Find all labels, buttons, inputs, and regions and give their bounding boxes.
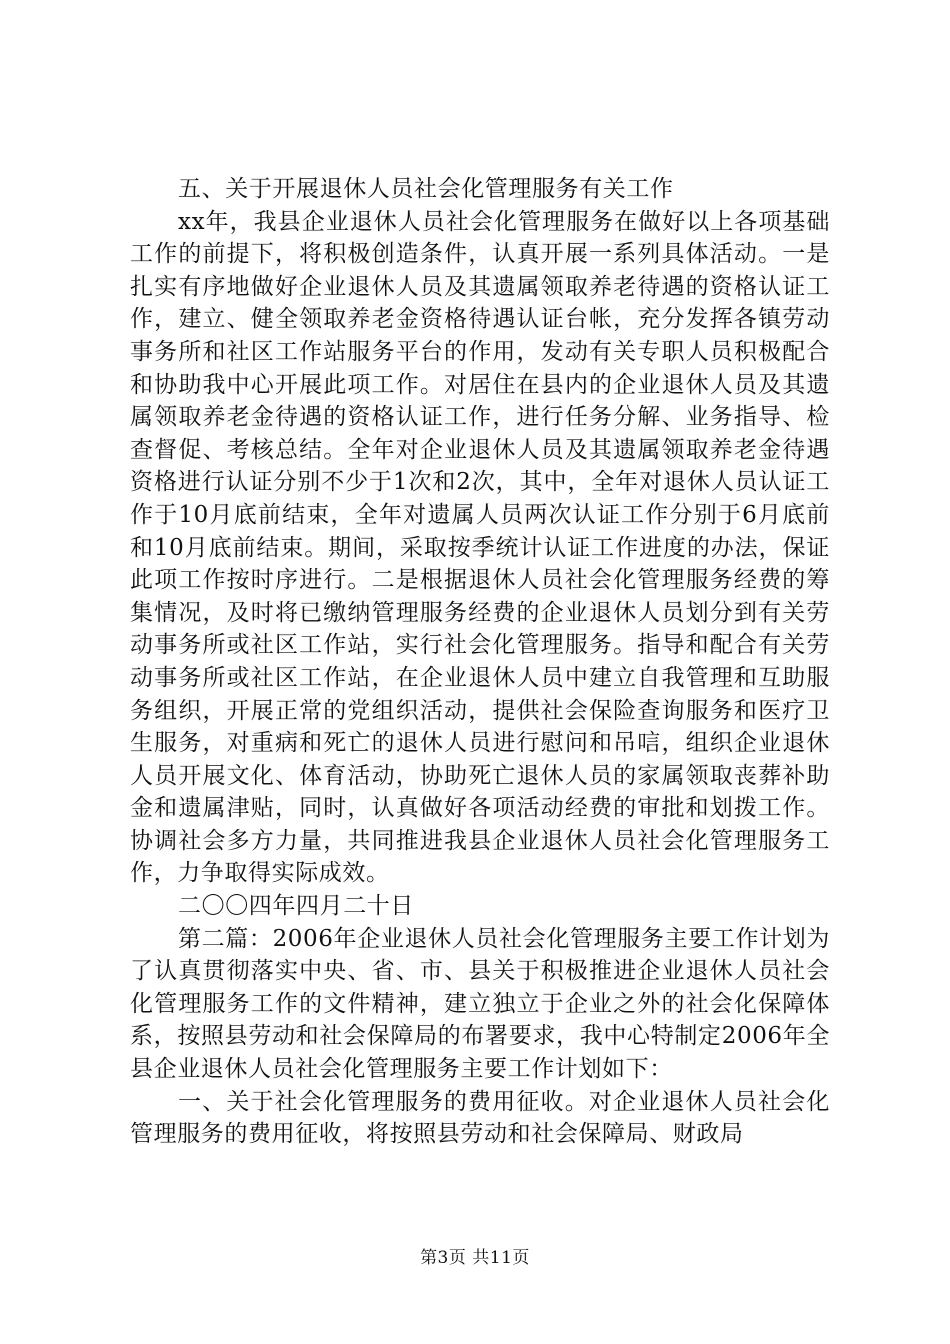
body-paragraph: xx年，我县企业退休人员社会化管理服务在做好以上各项基础工作的前提下，将积极创造条件，认真开展一系列具体活动。一是扎实有序地做好企业退休人员及其遗属领取养老待遇的资格认证工作，建立、健全领取养老金资格待遇认证台帐，充分发挥各镇劳动事务所和社区工作站服务平台的作用，发动有关专职人员积极配合和协助我中心开展此项工作。对居住在县内的企业退休人员及其遗属领取养老金待遇的资格认证工作，进行任务分解、业务指导、检查督促、考核总结。全年对企业退休人员及其遗属领取养老金待遇资格进行认证分别不少于1次和2次，其中，全年对退休人员认证工作于10月底前结束，全年对遗属人员两次认证工作分别于6月底前和10月底前结束。期间，采取按季统计认证工作进度的办法，保证此项工作按时序进行。二是根据退休人员社会化管理服务经费的筹集情况，及时将已缴纳管理服务经费的企业退休人员划分到有关劳动事务所或社区工作站，实行社会化管理服务。指导和配合有关劳动事务所或社区工作站，在企业退休人员中建立自我管理和互助服务组织，开展正常的党组织活动，提供社会保险查询服务和医疗卫生服务，对重病和死亡的退休人员进行慰问和吊唁，组织企业退休人员开展文化、体育活动，协助死亡退休人员的家属领取丧葬补助金和遗属津贴，同时，认真做好各项活动经费的审批和划拨工作。协调社会多方力量，共同推进我县企业退休人员社会化管理服务工作，力争取得实际成效。 xyxy=(130,208,830,887)
section-heading: 五、关于开展退休人员社会化管理服务有关工作 xyxy=(178,176,674,202)
page-number-footer: 第3页 共11页 xyxy=(420,1248,530,1268)
body-paragraph: 第二篇：2006年企业退休人员社会化管理服务主要工作计划为了认真贯彻落实中央、省、市、县关于积极推进企业退休人员社会化管理服务工作的文件精神，建立独立于企业之外的社会化保障体系，按照县劳动和社会保障局的布署要求，我中心特制定2006年全县企业退休人员社会化管理服务主要工作计划如下： xyxy=(130,925,830,1083)
document-body xyxy=(130,173,830,1151)
date-line: 二〇〇四年四月二十日 xyxy=(178,893,414,920)
body-paragraph: 一、关于社会化管理服务的费用征收。对企业退休人员社会化管理服务的费用征收，将按照县劳动和社会保障局、财政局 xyxy=(130,1088,830,1148)
